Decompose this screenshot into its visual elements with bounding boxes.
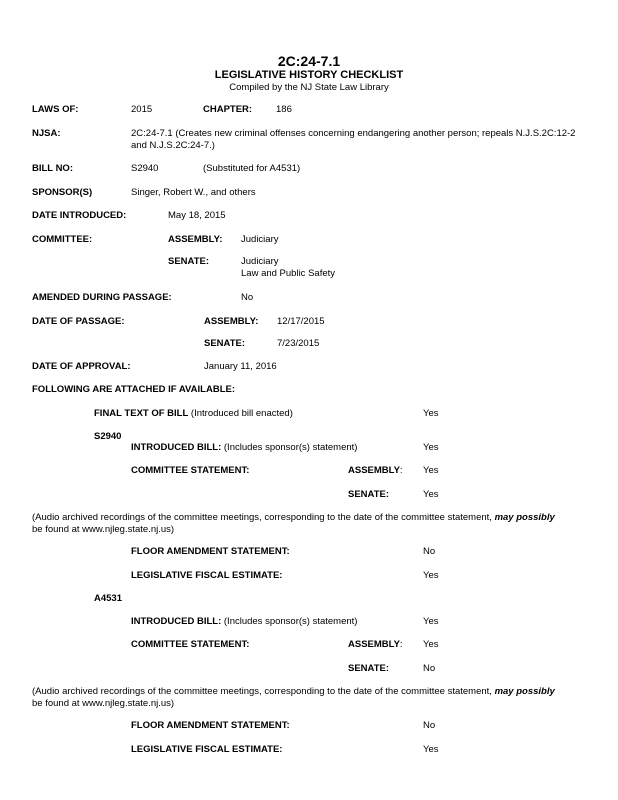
a4531-introduced-note: (Includes sponsor(s) statement): [221, 616, 358, 627]
a4531-committee-label: COMMITTEE STATEMENT:: [131, 639, 250, 650]
audio-note-2-prefix: (Audio archived recordings of the committee meetings, corresponding to the date of the committee statement,: [32, 686, 495, 697]
committee-label: COMMITTEE:: [32, 234, 93, 245]
s2940-introduced-note: (Includes sponsor(s) statement): [221, 442, 358, 453]
s2940-introduced-row: [131, 442, 357, 454]
committee-assembly-label: ASSEMBLY:: [168, 234, 223, 245]
a4531-assembly-row: [348, 639, 403, 651]
a4531-fiscal-label: LEGISLATIVE FISCAL ESTIMATE:: [131, 744, 283, 755]
s2940-assembly-colon: :: [399, 465, 403, 476]
a4531-introduced-row: [131, 616, 357, 628]
final-text-row: [94, 408, 293, 420]
s2940-introduced-value: Yes: [423, 442, 439, 453]
bill-no-value: S2940: [131, 163, 159, 174]
date-of-approval-value: January 11, 2016: [204, 361, 277, 372]
a4531-assembly-colon: :: [399, 639, 403, 650]
attached-heading: FOLLOWING ARE ATTACHED IF AVAILABLE:: [32, 384, 235, 395]
committee-senate-label: SENATE:: [168, 256, 209, 267]
laws-of-value: 2015: [131, 104, 153, 115]
s2940-senate-label: SENATE:: [348, 489, 389, 500]
audio-note-1-emphasis: may possibly: [494, 512, 555, 523]
s2940-introduced-label: INTRODUCED BILL:: [131, 442, 222, 453]
sponsors-label: SPONSOR(S): [32, 187, 93, 198]
audio-note-2-line-2: be found at www.njleg.state.nj.us): [32, 698, 175, 709]
chapter-value: 186: [276, 104, 292, 115]
document-code: 2C:24-7.1: [277, 53, 341, 69]
date-of-approval-label: DATE OF APPROVAL:: [32, 361, 131, 372]
s2940-assembly-label: ASSEMBLY: [348, 465, 400, 476]
date-introduced-value: May 18, 2015: [168, 210, 226, 221]
laws-of-label: LAWS OF:: [32, 104, 79, 115]
date-introduced-label: DATE INTRODUCED:: [32, 210, 127, 221]
final-text-note: (Introduced bill enacted): [188, 408, 293, 419]
passage-senate-value: 7/23/2015: [277, 338, 320, 349]
a4531-assembly-label: ASSEMBLY: [348, 639, 400, 650]
audio-note-2-line-1: [32, 686, 555, 698]
committee-assembly-value: Judiciary: [241, 234, 279, 245]
s2940-fiscal-label: LEGISLATIVE FISCAL ESTIMATE:: [131, 570, 283, 581]
audio-note-1-line-2: be found at www.njleg.state.nj.us): [32, 524, 175, 535]
committee-senate-value-2: Law and Public Safety: [241, 268, 336, 279]
committee-senate-value-1: Judiciary: [241, 256, 279, 267]
njsa-line-1: 2C:24-7.1 (Creates new criminal offenses concerning endangering another person; repeals N.J.S.2C:12-2: [131, 128, 576, 139]
date-of-passage-label: DATE OF PASSAGE:: [32, 316, 125, 327]
a4531-assembly-value: Yes: [423, 639, 439, 650]
passage-assembly-label: ASSEMBLY:: [204, 316, 259, 327]
njsa-label: NJSA:: [32, 128, 61, 139]
a4531-floor-label: FLOOR AMENDMENT STATEMENT:: [131, 720, 290, 731]
s2940-assembly-row: [348, 465, 403, 477]
sponsors-value: Singer, Robert W., and others: [131, 187, 256, 198]
a4531-introduced-value: Yes: [423, 616, 439, 627]
passage-assembly-value: 12/17/2015: [277, 316, 325, 327]
a4531-floor-value: No: [423, 720, 436, 731]
document-title: LEGISLATIVE HISTORY CHECKLIST: [214, 69, 404, 81]
final-text-label: FINAL TEXT OF BILL: [94, 408, 189, 419]
a4531-introduced-label: INTRODUCED BILL:: [131, 616, 222, 627]
njsa-line-2: and N.J.S.2C:24-7.): [131, 140, 215, 151]
s2940-fiscal-value: Yes: [423, 570, 439, 581]
a4531-heading: A4531: [94, 593, 122, 604]
a4531-fiscal-value: Yes: [423, 744, 439, 755]
bill-no-label: BILL NO:: [32, 163, 73, 174]
a4531-senate-label: SENATE:: [348, 663, 389, 674]
audio-note-1-line-1: [32, 512, 555, 524]
s2940-heading: S2940: [94, 431, 122, 442]
s2940-committee-label: COMMITTEE STATEMENT:: [131, 465, 250, 476]
s2940-senate-value: Yes: [423, 489, 439, 500]
amended-value: No: [241, 292, 254, 303]
compiled-by: Compiled by the NJ State Law Library: [229, 82, 389, 93]
s2940-floor-label: FLOOR AMENDMENT STATEMENT:: [131, 546, 290, 557]
passage-senate-label: SENATE:: [204, 338, 245, 349]
audio-note-2-emphasis: may possibly: [494, 686, 555, 697]
a4531-senate-value: No: [423, 663, 436, 674]
substituted-note: (Substituted for A4531): [203, 163, 301, 174]
audio-note-1-prefix: (Audio archived recordings of the committee meetings, corresponding to the date of the committee statement,: [32, 512, 495, 523]
amended-label: AMENDED DURING PASSAGE:: [32, 292, 172, 303]
final-text-value: Yes: [423, 408, 439, 419]
s2940-assembly-value: Yes: [423, 465, 439, 476]
chapter-label: CHAPTER:: [203, 104, 253, 115]
s2940-floor-value: No: [423, 546, 436, 557]
